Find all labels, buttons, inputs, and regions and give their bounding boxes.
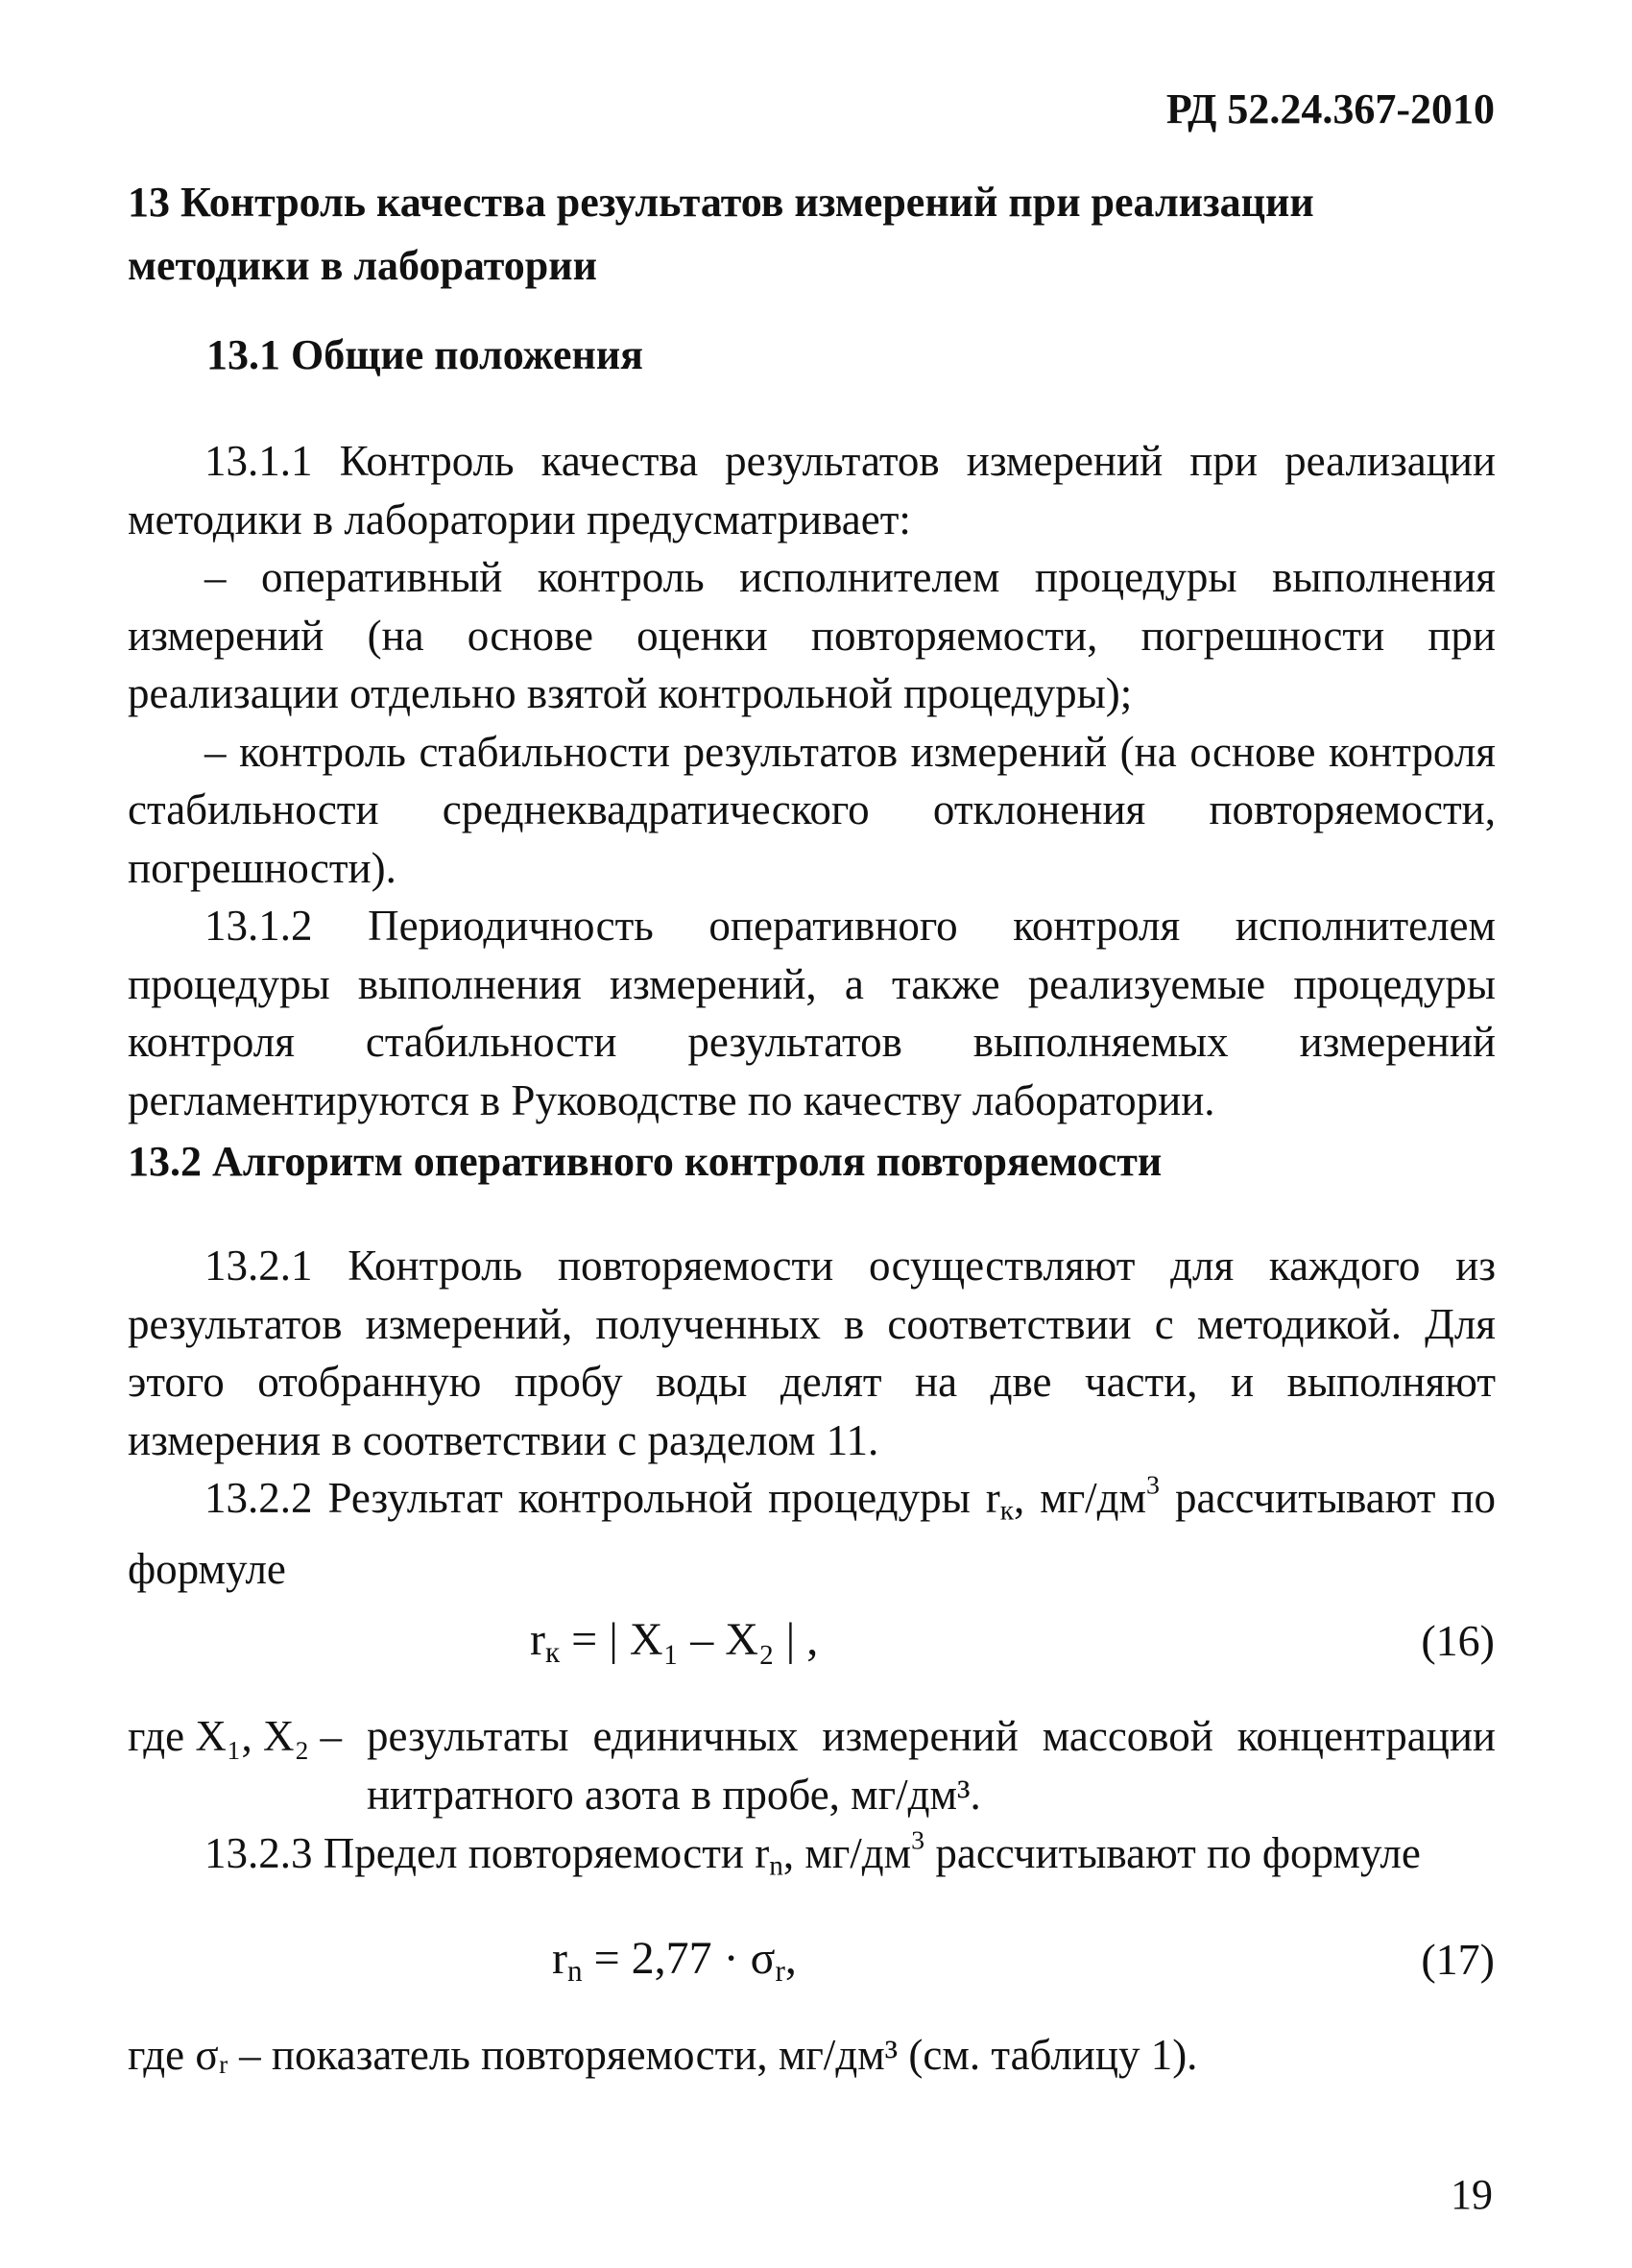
section-13-2-heading: 13.2 Алгоритм оперативного контроля повторяемости bbox=[128, 1138, 1163, 1185]
page-number: 19 bbox=[1451, 2171, 1493, 2218]
formula-16-legend bbox=[128, 1707, 1496, 1823]
paragraph-13-1-1: 13.1.1 Контроль качества результатов измерений при реализации методики в лаборатории предусматривает: bbox=[128, 437, 1496, 543]
list-item-operational-control: – оперативный контроль исполнителем процедуры выполнения измерений (на основе оценки повторяемости, погрешности при реализации отдельно взятой контрольной процедуры); bbox=[128, 553, 1496, 717]
legend-symbols: где X₁, X₂ – bbox=[128, 1712, 342, 1760]
paragraph-13-2-3: 13.2.3 Предел повторяемости $r_n$, $мг/дм^3$ рассчитывают по формуле bbox=[204, 1825, 1421, 1882]
paragraph-13-1-2: 13.1.2 Периодичность оперативного контроля исполнителем процедуры выполнения измерений, а также реализуемые процедуры контроля стабильности результатов выполняемых измерений регламентируются в Руководстве по качеству лаборатории. bbox=[128, 902, 1496, 1124]
legend-description: результаты единичных измерений массовой концентрации нитратного азота в пробе, мг/дм³. bbox=[366, 1712, 1496, 1819]
equation-number-16: (16) bbox=[1421, 1616, 1495, 1665]
section-13-1-heading: 13.1 Общие положения bbox=[206, 331, 643, 378]
section-13-heading: 13 Контроль качества результатов измерений при реализации методики в лаборатории bbox=[128, 179, 1314, 289]
equation-number-17: (17) bbox=[1421, 1935, 1495, 1984]
paragraph-13-2-2: 13.2.2 Результат контрольной процедуры $r_к$, $мг/дм^3$ рассчитывают по формуле bbox=[128, 1470, 1496, 1593]
formula-16: $r_к$ = | X₁ – X₂ | , bbox=[530, 1614, 819, 1669]
section-13-1-body bbox=[128, 432, 1496, 1129]
list-item-stability-control: – контроль стабильности результатов измерений (на основе контроля стабильности среднеквадратического отклонения повторяемости, погрешности). bbox=[128, 727, 1496, 892]
document-code: РД 52.24.367-2010 bbox=[1165, 85, 1495, 133]
section-13-2-body bbox=[128, 1237, 1496, 1598]
paragraph-13-2-1: 13.2.1 Контроль повторяемости осуществляют для каждого из результатов измерений, полученных в соответствии с методикой. Для этого отобранную пробу воды делят на две части, и выполняют измерения в соответствии с разделом 11. bbox=[128, 1242, 1496, 1464]
formula-17-legend: где σᵣ – показатель повторяемости, мг/дм³ (см. таблицу 1). bbox=[128, 2031, 1198, 2079]
formula-17: $r_n = 2,77 \cdot \sigma_r$, bbox=[552, 1933, 797, 1988]
